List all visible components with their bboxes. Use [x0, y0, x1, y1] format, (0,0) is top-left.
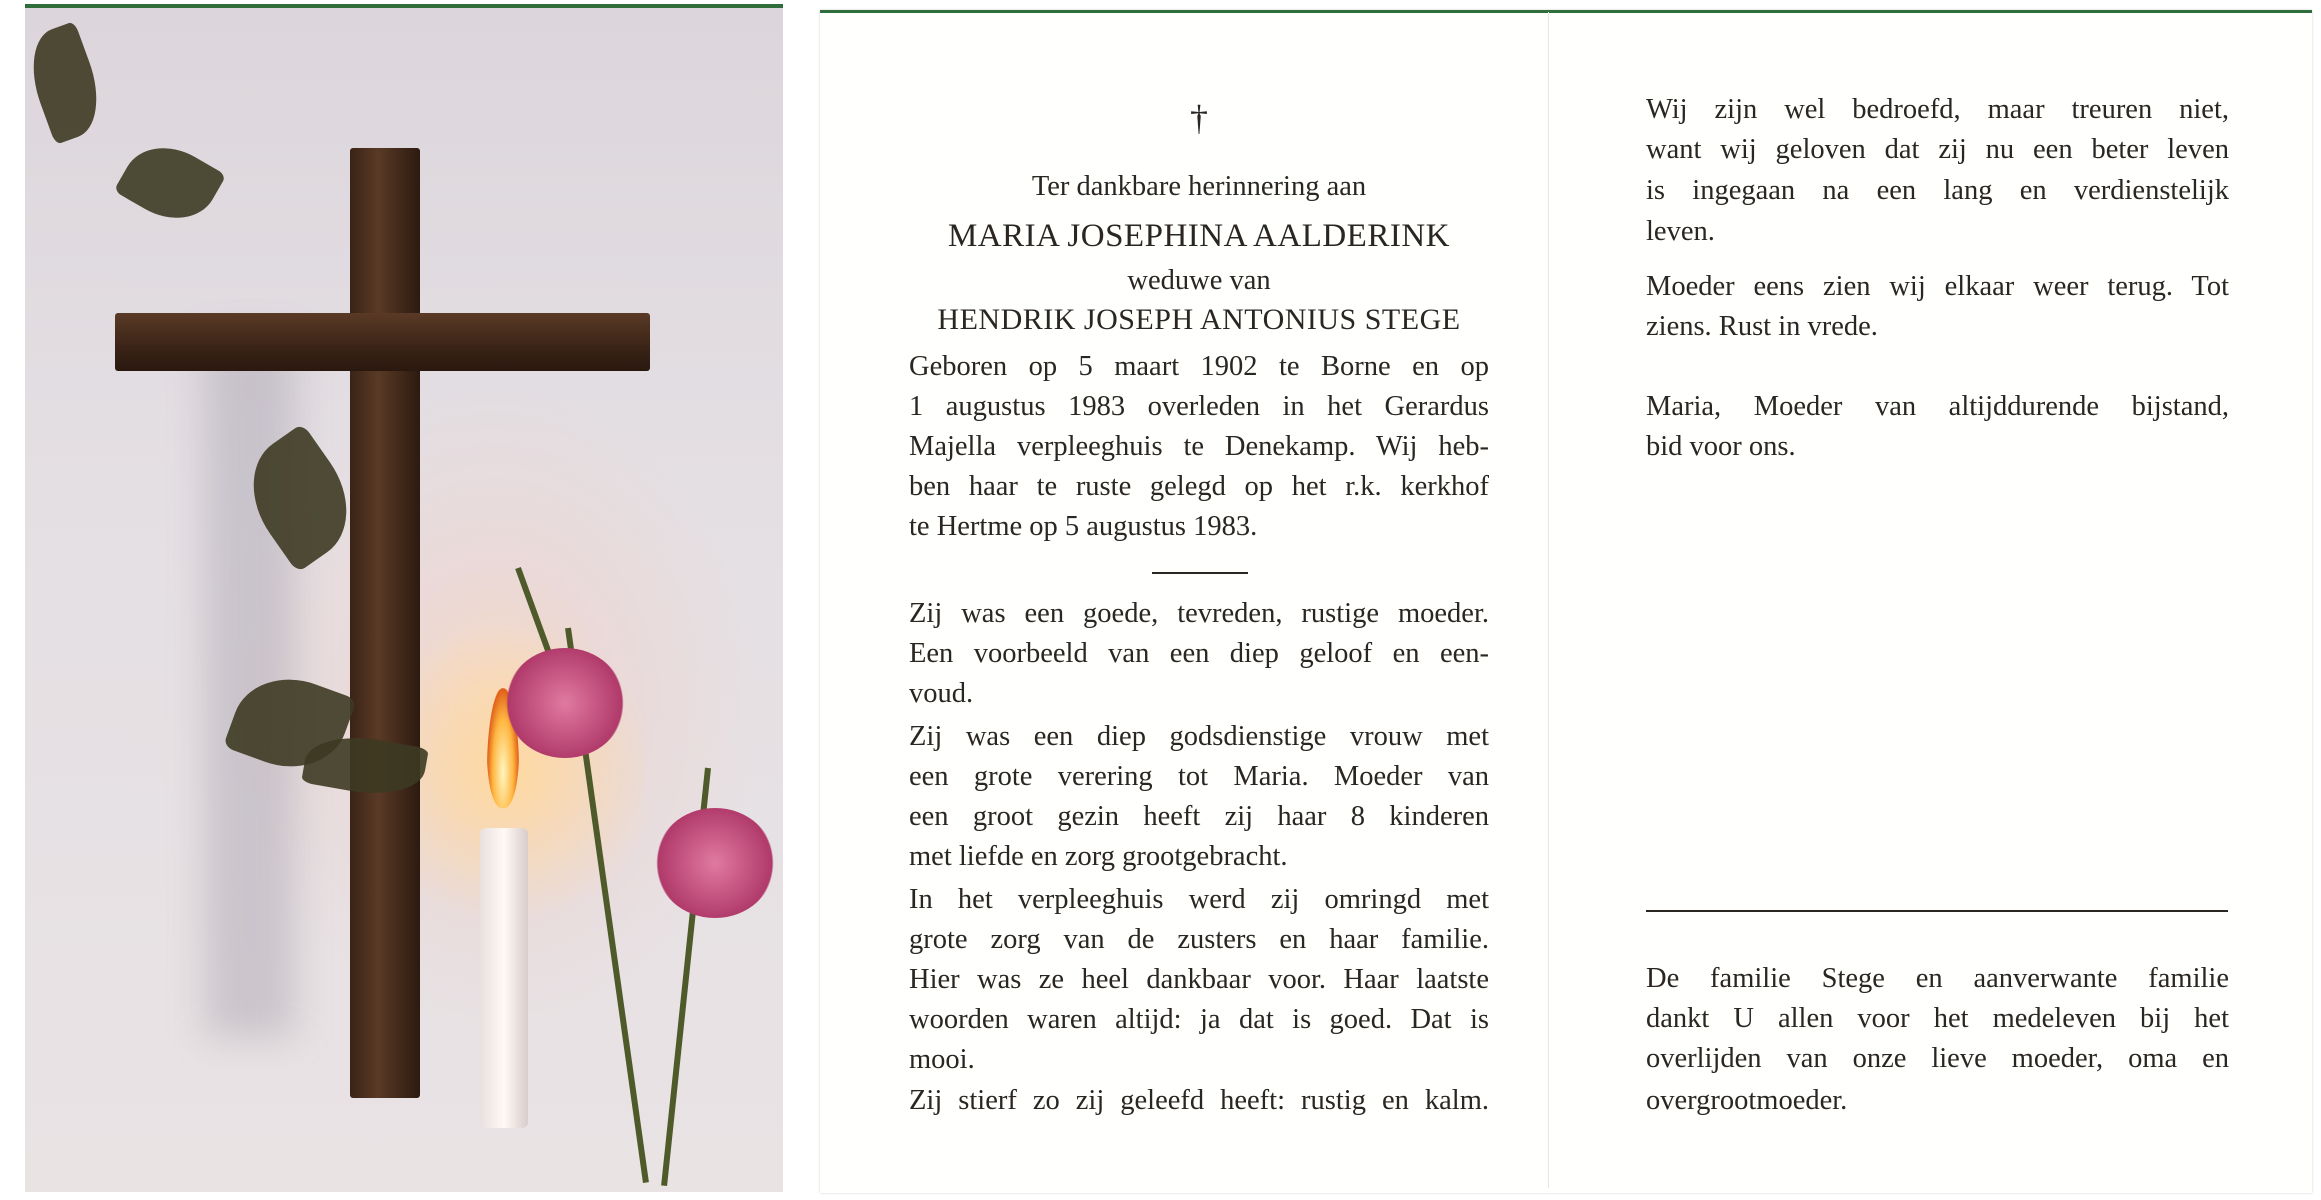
leaf — [114, 130, 227, 236]
bio-line: 1 augustus 1983 overleden in het Gerardus — [909, 391, 1489, 422]
tribute-line: woorden waren altijd: ja dat is goed. Dat is — [909, 1004, 1489, 1035]
tribute-line: een grote verering tot Maria. Moeder van — [909, 761, 1489, 792]
thanks-line: De familie Stege en aanverwante familie — [1646, 963, 2229, 994]
thanks-line: overgrootmoeder. — [1646, 1085, 1848, 1116]
divider — [1646, 910, 2228, 912]
prayer-line: Maria, Moeder van altijddurende bijstand, — [1646, 391, 2229, 422]
bio-line: te Hertme op 5 augustus 1983. — [909, 511, 1258, 542]
farewell-line: ziens. Rust in vrede. — [1646, 311, 1878, 342]
tribute-line: Een voorbeeld van een diep geloof en een- — [909, 638, 1489, 669]
tribute-line: een groot gezin heeft zij haar 8 kinderen — [909, 801, 1489, 832]
cross-beam — [115, 313, 650, 371]
thanks-line: overlijden van onze lieve moeder, oma en — [1646, 1043, 2229, 1074]
pink-flower — [505, 648, 625, 758]
farewell-line: Moeder eens zien wij elkaar weer terug. Tot — [1646, 271, 2229, 302]
tribute-line: Zij was een diep godsdienstige vrouw met — [909, 721, 1489, 752]
spouse-name: HENDRIK JOSEPH ANTONIUS STEGE — [937, 303, 1461, 336]
pink-flower — [655, 808, 775, 918]
cross-symbol: † — [1190, 98, 1208, 138]
bio-line: Majella verpleeghuis te Denekamp. Wij heb- — [909, 431, 1489, 462]
comfort-line: Wij zijn wel bedroefd, maar treuren niet, — [1646, 94, 2229, 125]
candle — [480, 828, 528, 1128]
bio-line: ben haar te ruste gelegd op het r.k. kerkhof — [909, 471, 1489, 502]
cross-upright — [350, 148, 420, 1098]
deceased-name: MARIA JOSEPHINA AALDERINK — [947, 218, 1451, 254]
leaf — [25, 21, 112, 145]
comfort-line: is ingegaan na een lang en verdienstelijk — [1646, 175, 2229, 206]
relation-text: weduwe van — [1127, 265, 1271, 296]
bio-line: Geboren op 5 maart 1902 te Borne en op — [909, 351, 1489, 382]
thanks-line: dankt U allen voor het medeleven bij het — [1646, 1003, 2229, 1034]
tribute-line: Zij stierf zo zij geleefd heeft: rustig en kalm. — [909, 1085, 1489, 1116]
tribute-line: mooi. — [909, 1044, 975, 1075]
tribute-line: voud. — [909, 678, 974, 709]
comfort-line: want wij geloven dat zij nu een beter leven — [1646, 134, 2229, 165]
card-fold — [1548, 12, 1549, 1188]
prayer-line: bid voor ons. — [1646, 431, 1796, 462]
memorial-photo — [25, 8, 783, 1192]
comfort-line: leven. — [1646, 216, 1715, 247]
divider — [1152, 572, 1248, 574]
tribute-line: Hier was ze heel dankbaar voor. Haar laatste — [909, 964, 1489, 995]
tribute-line: In het verpleeghuis werd zij omringd met — [909, 884, 1489, 915]
tribute-line: Zij was een goede, tevreden, rustige moeder. — [909, 598, 1489, 629]
intro-text: Ter dankbare herinnering aan — [1031, 171, 1367, 202]
tribute-line: met liefde en zorg grootgebracht. — [909, 841, 1288, 872]
tribute-line: grote zorg van de zusters en haar familie. — [909, 924, 1489, 955]
